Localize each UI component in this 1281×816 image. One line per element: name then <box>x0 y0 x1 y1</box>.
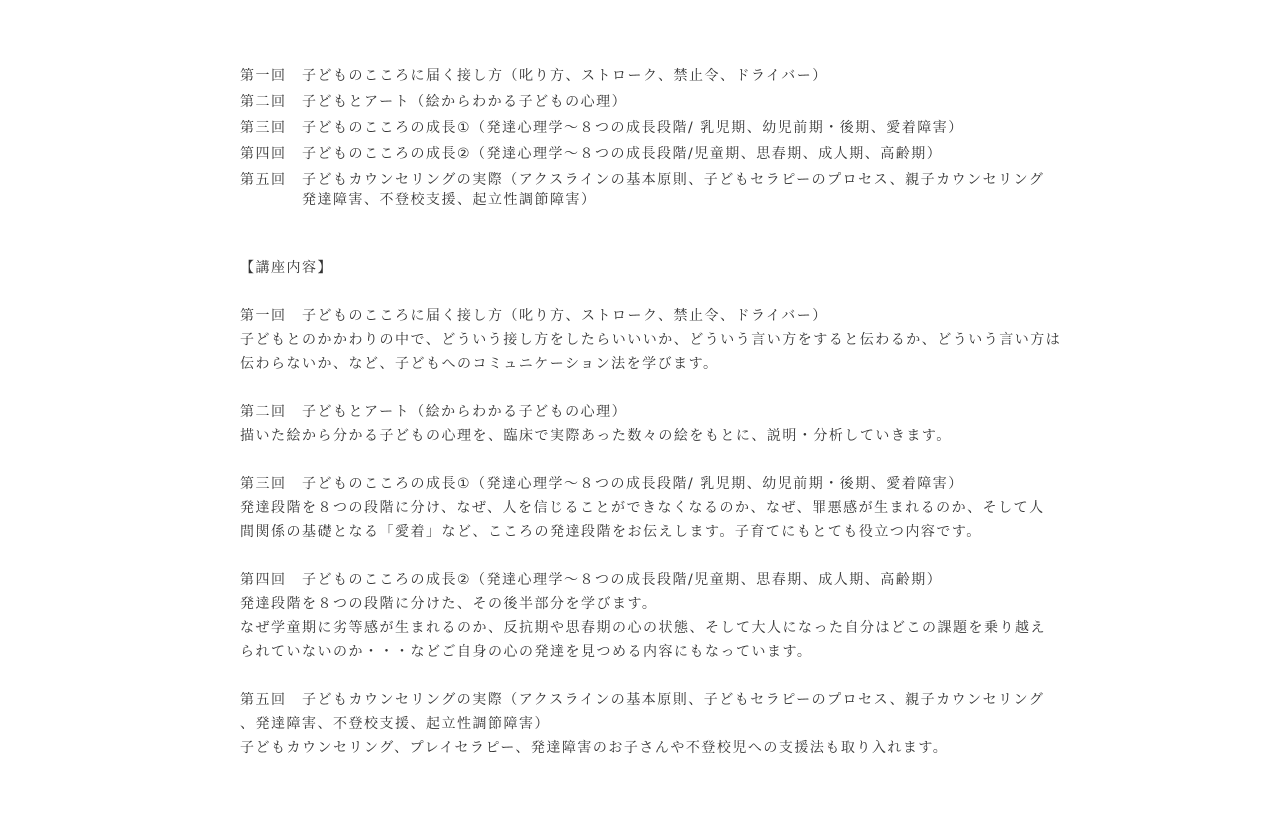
session-title-line2: 発達障害、不登校支援、起立性調節障害） <box>302 192 597 208</box>
session-number: 第四回 <box>240 146 287 162</box>
content-title: 第二回 子どもとアート（絵からわかる子どもの心理） <box>240 404 628 420</box>
content-block <box>240 568 1050 664</box>
session-number: 第一回 <box>240 68 287 84</box>
content-line: 伝わらないか、など、子どもへのコミュニケーション法を学びます。 <box>240 356 719 372</box>
session-title <box>302 170 1050 210</box>
spacer <box>240 216 1050 256</box>
session-title: 子どもとアート（絵からわかる子どもの心理） <box>302 94 628 110</box>
content-line: 子どもカウンセリング、プレイセラピー、発達障害のお子さんや不登校児への支援法も取り入れます。 <box>240 740 949 756</box>
content-line: られていないのか・・・などご自身の心の発達を見つめる内容にもなっています。 <box>240 644 813 660</box>
content-block <box>240 400 1050 448</box>
session-title: 子どものこころに届く接し方（叱り方、ストローク、禁止令、ドライバー） <box>302 68 828 84</box>
schedule-item <box>240 144 1050 164</box>
schedule-item <box>240 118 1050 138</box>
content-title: 第五回 子どもカウンセリングの実際（アクスラインの基本原則、子どもセラピーのプロセス、親子カウンセリング <box>240 692 1045 708</box>
schedule-list <box>240 66 1050 210</box>
content-title-continued: 、発達障害、不登校支援、起立性調節障害） <box>240 716 550 732</box>
session-number: 第二回 <box>240 94 287 110</box>
content-line: なぜ学童期に劣等感が生まれるのか、反抗期や思春期の心の状態、そして大人になった自分はどこの課題を乗り越え <box>240 620 1046 636</box>
content-block <box>240 472 1050 544</box>
session-title-line1: 子どもカウンセリングの実際（アクスラインの基本原則、子どもセラピーのプロセス、親子カウンセリング <box>302 172 1045 188</box>
schedule-item <box>240 170 1050 210</box>
schedule-item <box>240 92 1050 112</box>
content-line: 間関係の基礎となる「愛着」など、こころの発達段階をお伝えします。子育てにもとても役立つ内容です。 <box>240 524 982 540</box>
content-line: 描いた絵から分かる子どもの心理を、臨床で実際あった数々の絵をもとに、説明・分析していきます。 <box>240 428 952 444</box>
session-number: 第三回 <box>240 120 287 136</box>
section-heading: 【講座内容】 <box>240 260 333 276</box>
content-line: 子どもとのかかわりの中で、どういう接し方をしたらいいいか、どういう言い方をすると伝わるか、どういう言い方は <box>240 332 1062 348</box>
course-document <box>240 66 1062 784</box>
session-number: 第五回 <box>240 172 287 188</box>
content-title: 第四回 子どものこころの成長②（発達心理学～８つの成長段階/児童期、思春期、成人期、高齢期） <box>240 572 943 588</box>
content-block <box>240 304 1062 376</box>
schedule-item <box>240 66 1050 86</box>
content-line: 発達段階を８つの段階に分け、なぜ、人を信じることができなくなるのか、なぜ、罪悪感が生まれるのか、そして人 <box>240 500 1045 516</box>
content-title: 第三回 子どものこころの成長①（発達心理学～８つの成長段階/ 乳児期、幼児前期・後期、愛着障害） <box>240 476 964 492</box>
content-block <box>240 688 1050 760</box>
session-title: 子どものこころの成長①（発達心理学～８つの成長段階/ 乳児期、幼児前期・後期、愛着障害） <box>302 120 964 136</box>
content-line: 発達段階を８つの段階に分けた、その後半部分を学びます。 <box>240 596 658 612</box>
content-title: 第一回 子どものこころに届く接し方（叱り方、ストローク、禁止令、ドライバー） <box>240 308 828 324</box>
session-title: 子どものこころの成長②（発達心理学～８つの成長段階/児童期、思春期、成人期、高齢期） <box>302 146 943 162</box>
